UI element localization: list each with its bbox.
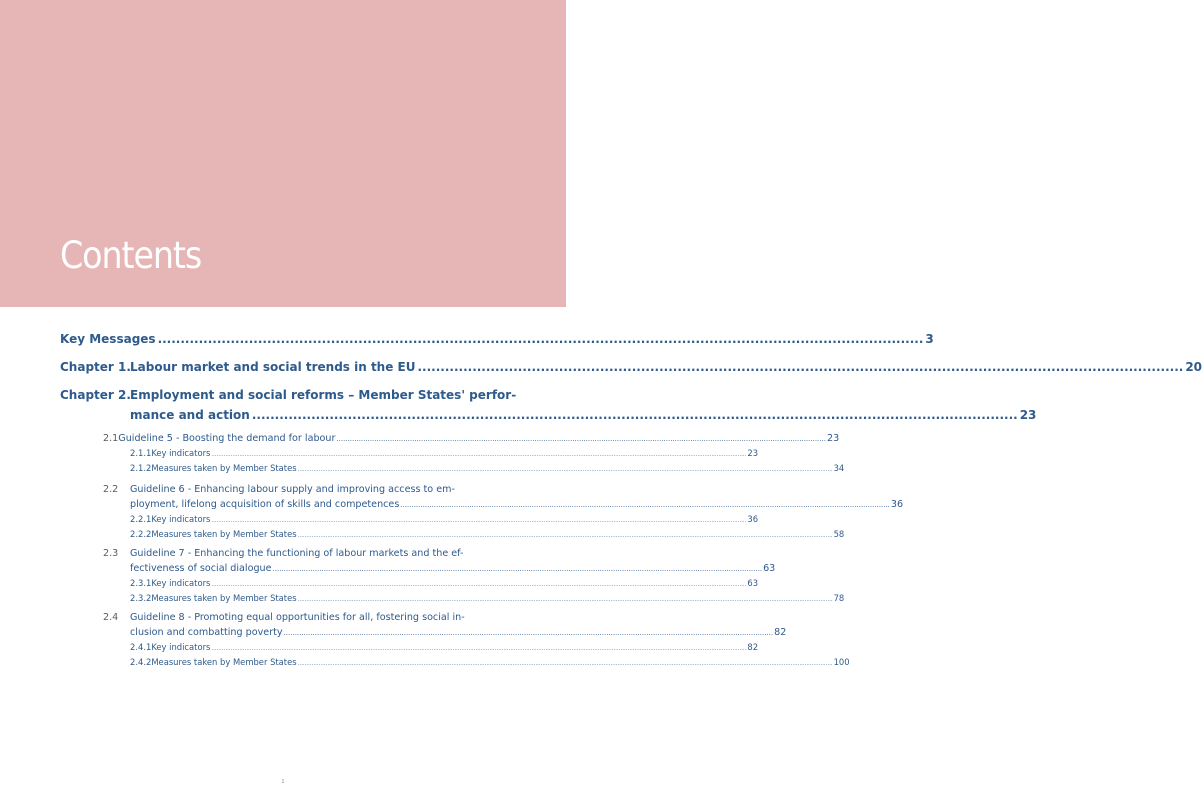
section-title-line-2: clusion and combatting poverty (130, 627, 283, 638)
subsection-number: 2.4.2 (130, 657, 152, 667)
subsection-number: 2.3.1 (130, 578, 152, 588)
chapter-title-line-2: mance and action (130, 408, 250, 422)
toc-entry-chapter-1[interactable] (60, 360, 1202, 380)
header-banner (0, 0, 566, 307)
toc-subsection-2-2-1[interactable] (130, 514, 759, 529)
toc-page-number: 58 (833, 529, 845, 539)
section-title-line-2: fectiveness of social dialogue (130, 563, 272, 574)
toc-subsection-2-1-1[interactable] (130, 448, 759, 463)
toc-subsection-2-1-2[interactable] (130, 463, 845, 478)
leader-dots: .................................................................................................................................................................................................................................................................................................................. (297, 597, 833, 603)
subsection-number: 2.2.1 (130, 514, 152, 524)
section-number: 2.4 (103, 612, 119, 623)
leader-dots: .................................................................................................................................................................................................................................................................................................................. (211, 582, 747, 588)
toc-page-number: 23 (826, 433, 840, 444)
toc-entry-label: Key Messages (60, 332, 156, 346)
subsection-number: 2.1.2 (130, 463, 152, 473)
section-title: Guideline 5 - Boosting the demand for labour (118, 433, 336, 444)
subsection-title: Measures taken by Member States (151, 593, 297, 603)
subsection-number: 2.1.1 (130, 448, 152, 458)
toc-entry-chapter-2[interactable] (60, 388, 1037, 428)
leader-dots: ............................................................................................................................................................................................................................ (283, 629, 774, 637)
section-title-line-1: Guideline 6 - Enhancing labour supply and improving access to em- (130, 484, 455, 495)
toc-section-2-2[interactable] (103, 484, 904, 514)
section-number: 2.2 (103, 484, 119, 495)
toc-page-number: 23 (747, 448, 759, 458)
leader-dots: .................................................................................................................................................................................................................................................................................................................. (297, 467, 833, 473)
leader-dots: ........................................................................................................................................................................ (417, 360, 1184, 374)
toc-page-number: 63 (747, 578, 759, 588)
toc-page-number: 23 (1019, 408, 1037, 422)
subsection-number: 2.2.2 (130, 529, 152, 539)
subsection-title: Measures taken by Member States (151, 463, 297, 473)
section-title-line-1: Guideline 7 - Enhancing the functioning of labour markets and the ef- (130, 548, 464, 559)
leader-dots: ............................................................................................................................................................................................................................ (336, 435, 826, 443)
section-title-line-2: ployment, lifelong acquisition of skills and competences (130, 499, 400, 510)
section-number: 2.1 (103, 433, 119, 444)
subsection-number: 2.4.1 (130, 642, 152, 652)
toc-page-number: 100 (833, 657, 850, 667)
toc-page-number: 36 (747, 514, 759, 524)
page-title: Contents (60, 234, 202, 277)
leader-dots: ........................................................................................................................................................................ (251, 408, 1018, 422)
leader-dots: .................................................................................................................................................................................................................................................................................................................. (211, 452, 747, 458)
toc-subsection-2-3-2[interactable] (130, 593, 845, 608)
toc-section-2-4[interactable] (103, 612, 787, 642)
toc-page-number: 78 (833, 593, 845, 603)
toc-subsection-2-4-1[interactable] (130, 642, 759, 657)
chapter-number: Chapter 1. (60, 360, 131, 374)
leader-dots: ............................................................................................................................................................................................................................ (272, 565, 763, 573)
toc-subsection-2-2-2[interactable] (130, 529, 845, 544)
section-title-line-1: Guideline 8 - Promoting equal opportunities for all, fostering social in- (130, 612, 465, 623)
toc-entry-key-messages[interactable] (60, 332, 934, 352)
subsection-title: Measures taken by Member States (151, 529, 297, 539)
leader-dots: ............................................................................................................................................................................................................................ (400, 501, 890, 509)
subsection-number: 2.3.2 (130, 593, 152, 603)
subsection-title: Key indicators (151, 448, 211, 458)
toc-section-2-1[interactable] (103, 433, 840, 448)
subsection-title: Measures taken by Member States (151, 657, 297, 667)
leader-dots: .................................................................................................................................................................................................................................................................................................................. (211, 646, 747, 652)
toc-page-number: 3 (925, 332, 934, 346)
leader-dots: ........................................................................................................................................................................ (157, 332, 924, 346)
toc-subsection-2-4-2[interactable] (130, 657, 850, 672)
chapter-title-line-1: Employment and social reforms – Member States' perfor- (130, 388, 517, 402)
subsection-title: Key indicators (151, 578, 211, 588)
leader-dots: .................................................................................................................................................................................................................................................................................................................. (297, 533, 833, 539)
section-number: 2.3 (103, 548, 119, 559)
toc-subsection-2-3-1[interactable] (130, 578, 759, 593)
toc-page-number: 82 (774, 627, 787, 638)
chapter-title: Labour market and social trends in the EU (130, 360, 416, 374)
leader-dots: .................................................................................................................................................................................................................................................................................................................. (211, 518, 747, 524)
toc-page-number: 36 (890, 499, 904, 510)
chapter-number: Chapter 2. (60, 388, 131, 402)
toc-page-number: 20 (1185, 360, 1202, 374)
toc-page-number: 63 (763, 563, 776, 574)
toc-page-number: 34 (833, 463, 845, 473)
toc-section-2-3[interactable] (103, 548, 776, 578)
subsection-title: Key indicators (151, 642, 211, 652)
leader-dots: .................................................................................................................................................................................................................................................................................................................. (297, 661, 833, 667)
toc-page-number: 82 (747, 642, 759, 652)
subsection-title: Key indicators (151, 514, 211, 524)
page-number: 1 (281, 779, 285, 785)
